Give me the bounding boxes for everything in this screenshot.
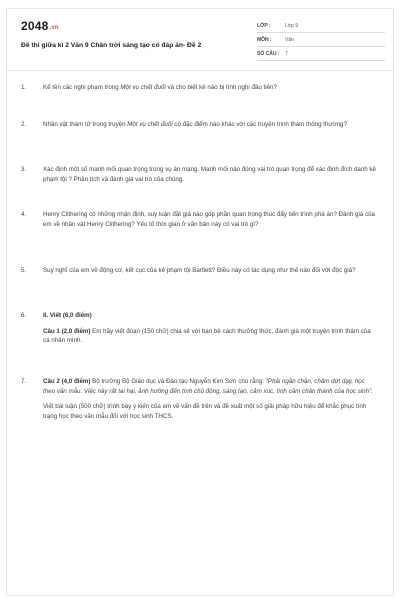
- question-instruction: Viết bài luận (500 chữ) trình bày ý kiến của em về vấn đề trên và đề xuất một số giải pháp hữu hiệu để khắc phục tình trạng học theo văn mẫu đối với học sinh THCS.: [43, 403, 367, 420]
- document-header: [7, 9, 393, 71]
- meta-panel: [257, 19, 385, 61]
- question-number: 1.: [21, 84, 27, 91]
- question-item: [21, 311, 377, 346]
- section-heading: II. Viết (6,0 điểm): [43, 312, 92, 319]
- question-item: [21, 377, 377, 421]
- count-label: SỐ CÂU :: [257, 50, 280, 57]
- question-number: 6.: [21, 312, 27, 319]
- question-text: Nhân vật thám tử trong truyện Một vụ chết đuối có đặc điểm nào khác với các truyện trinh thám thông thường?: [43, 121, 347, 128]
- subject-label: MÔN :: [257, 36, 272, 43]
- question-number: 4.: [21, 211, 27, 218]
- question-item: [21, 165, 377, 184]
- question-item: [21, 210, 377, 229]
- quote-text: “Phải ngăn chặn, chấm dứt dạy, học theo văn mẫu. Việc này rất tai hại, ảnh hưởng đến tính chủ động, sáng tạo, cảm xúc, tình cảm chân thành của học sinh”.: [43, 378, 373, 395]
- document-page: [6, 8, 394, 596]
- count-value: 7: [285, 50, 288, 57]
- question-text: Suy nghĩ của em về động cơ, kết cục của kẻ phạm tội Bartlett? Điều này có tác dụng như thế nào đối với độc giả?: [43, 267, 356, 274]
- question-text: Xác định một số manh mối quan trọng trong vụ án mạng. Manh mối nào đóng vai trò quan trọng để xác định đích danh kẻ phạm tội ? Phân tích và đánh giá vai trò của chúng.: [43, 166, 376, 183]
- question-text: Câu 2 (4,0 điểm) Bộ trưởng Bộ Giáo dục và Đào tạo Nguyễn Kim Sơn cho rằng: “Phải ngăn chặn, chấm dứt dạy, học theo văn mẫu. Việc này rất tai hại, ảnh hưởng đến tính chủ động, sáng tạo, cảm xúc, tình cảm chân thành của học sinh”.: [43, 378, 373, 395]
- question-item: [21, 266, 356, 276]
- meta-subject-row: [257, 33, 385, 47]
- class-label: LỚP :: [257, 22, 271, 29]
- question-number: 5.: [21, 267, 27, 274]
- site-logo[interactable]: [21, 19, 59, 33]
- document-title: Đề thi giữa kì 2 Văn 9 Chân trời sáng tạo có đáp án- Đề 2: [21, 42, 202, 49]
- question-text: Câu 1 (2,0 điểm) Em hãy viết đoạn (150 chữ) chia sẻ với bạn bè cách thưởng thức, đánh giá một truyện trinh thám của cá nhân mình.: [43, 327, 371, 344]
- question-item: [21, 83, 277, 93]
- question-text: Henry Clithering có những nhận định, suy luận đặt giả nào góp phần quan trọng thúc đẩy tiến trình phá án? Đánh giá của em về nhân vật Henry Clithering? Yếu tố thời gian ở văn bản này có vai trò gì?: [43, 211, 375, 228]
- question-number: 7.: [21, 378, 27, 385]
- logo-text: 2048: [21, 19, 49, 33]
- question-number: 2.: [21, 121, 27, 128]
- class-value: Lớp 9: [285, 22, 299, 29]
- meta-class-row: [257, 19, 385, 33]
- logo-suffix: .vn: [49, 25, 59, 31]
- question-number: 3.: [21, 166, 27, 173]
- meta-count-row: [257, 47, 385, 61]
- question-item: [21, 120, 347, 130]
- subject-value: Văn: [285, 36, 294, 43]
- question-text: Kể tên các nghi phạm trong Một vụ chết đuối và cho biết kẻ nào bị tình nghi đầu tiên?: [43, 84, 277, 91]
